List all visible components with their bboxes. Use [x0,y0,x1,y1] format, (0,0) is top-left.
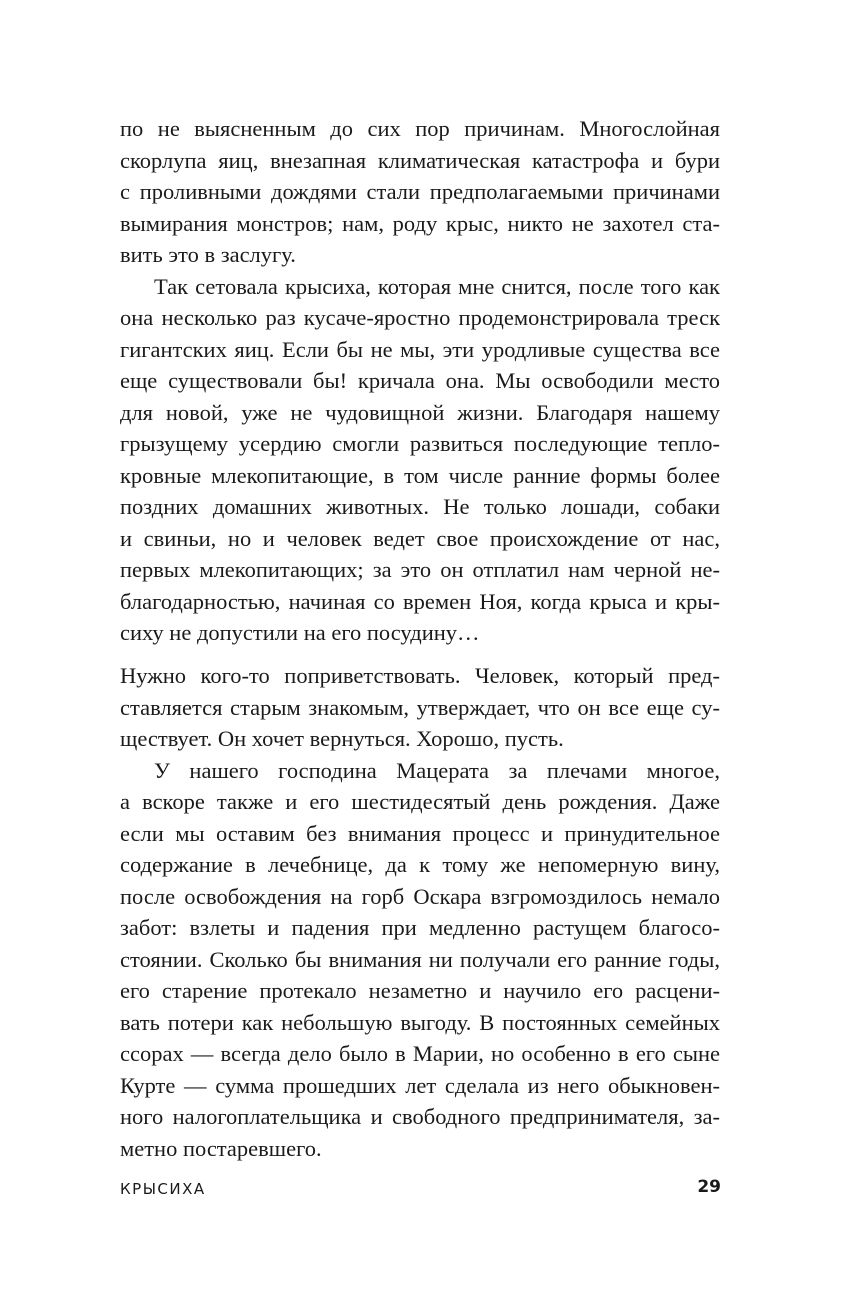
text-line: ществует. Он хочет вернуться. Хорошо, пусть. [120,726,564,751]
text-line: по не выясненным до сих пор причинам. Многослойная [120,116,720,141]
text-line: вать потери как небольшую выгоду. В постоянных семейных [120,1009,720,1035]
text-line: поздних домашних животных. Не только лошади, собаки [120,494,720,519]
text-line: У нашего господина Мацерата за плечами многое, [154,757,720,783]
text-line: после освобождения на горб Оскара взгромоздилось немало [120,883,720,909]
text-line: вымирания монстров; нам, роду крыс, никто не захотел ста- [120,210,720,236]
text-line: ставляется старым знакомым, утверждает, что он все еще су- [120,694,720,720]
text-line: метно постаревшего. [120,1135,322,1161]
text-line: скорлупа яиц, внезапная климатическая катастрофа и бури [120,147,720,173]
text-line: Нужно кого-то поприветствовать. Человек, который пред- [120,663,720,688]
text-line: стоянии. Сколько бы внимания ни получали его ранние годы, [120,946,720,972]
text-line: грызущему усердию смогли развиться последующие тепло- [120,431,720,456]
text-line: Курте — сумма прошедших лет сделала из него обыкновен- [120,1072,720,1098]
text-line: забот: взлеты и падения при медленно растущем благосо- [120,915,720,940]
text-line: Так сетовала крысиха, которая мне снится, после того как [154,273,720,299]
text-line: она несколько раз кусаче-яростно продемонстрировала треск [120,305,720,330]
text-line: гигантских яиц. Если бы не мы, эти уродливые существа все [120,336,720,362]
text-line: содержание в лечебнице, да к тому же непомерную вину, [120,852,720,877]
page-number: 29 [697,1177,721,1197]
text-line: ссорах — всегда дело было в Марии, но особенно в его сыне [120,1041,720,1066]
text-line: благодарностью, начиная со времен Ноя, когда крыса и кры- [120,588,720,614]
running-title: КРЫСИХА [120,1180,206,1198]
text-line: первых млекопитающих; за это он отплатил нам черной не- [120,557,720,582]
text-line: для новой, уже не чудовищной жизни. Благодаря нашему [120,399,720,425]
text-line: а вскоре также и его шестидесятый день рождения. Даже [120,789,720,814]
text-line: его старение протекало незаметно и научило его расцени- [120,978,720,1003]
text-line: сиху не допустили на его посудину… [120,620,480,645]
text-line: кровные млекопитающие, в том числе ранние формы более [120,462,720,488]
text-line: если мы оставим без внимания процесс и принудительное [120,820,720,846]
text-line: ного налогоплательщика и свободного предпринимателя, за- [120,1104,720,1129]
text-line: с проливными дождями стали предполагаемыми причинами [120,179,720,204]
text-line: вить это в заслугу. [120,242,296,267]
text-line: еще существовали бы! кричала она. Мы освободили место [120,368,720,393]
text-line: и свиньи, но и человек ведет свое происхождение от нас, [120,525,720,551]
